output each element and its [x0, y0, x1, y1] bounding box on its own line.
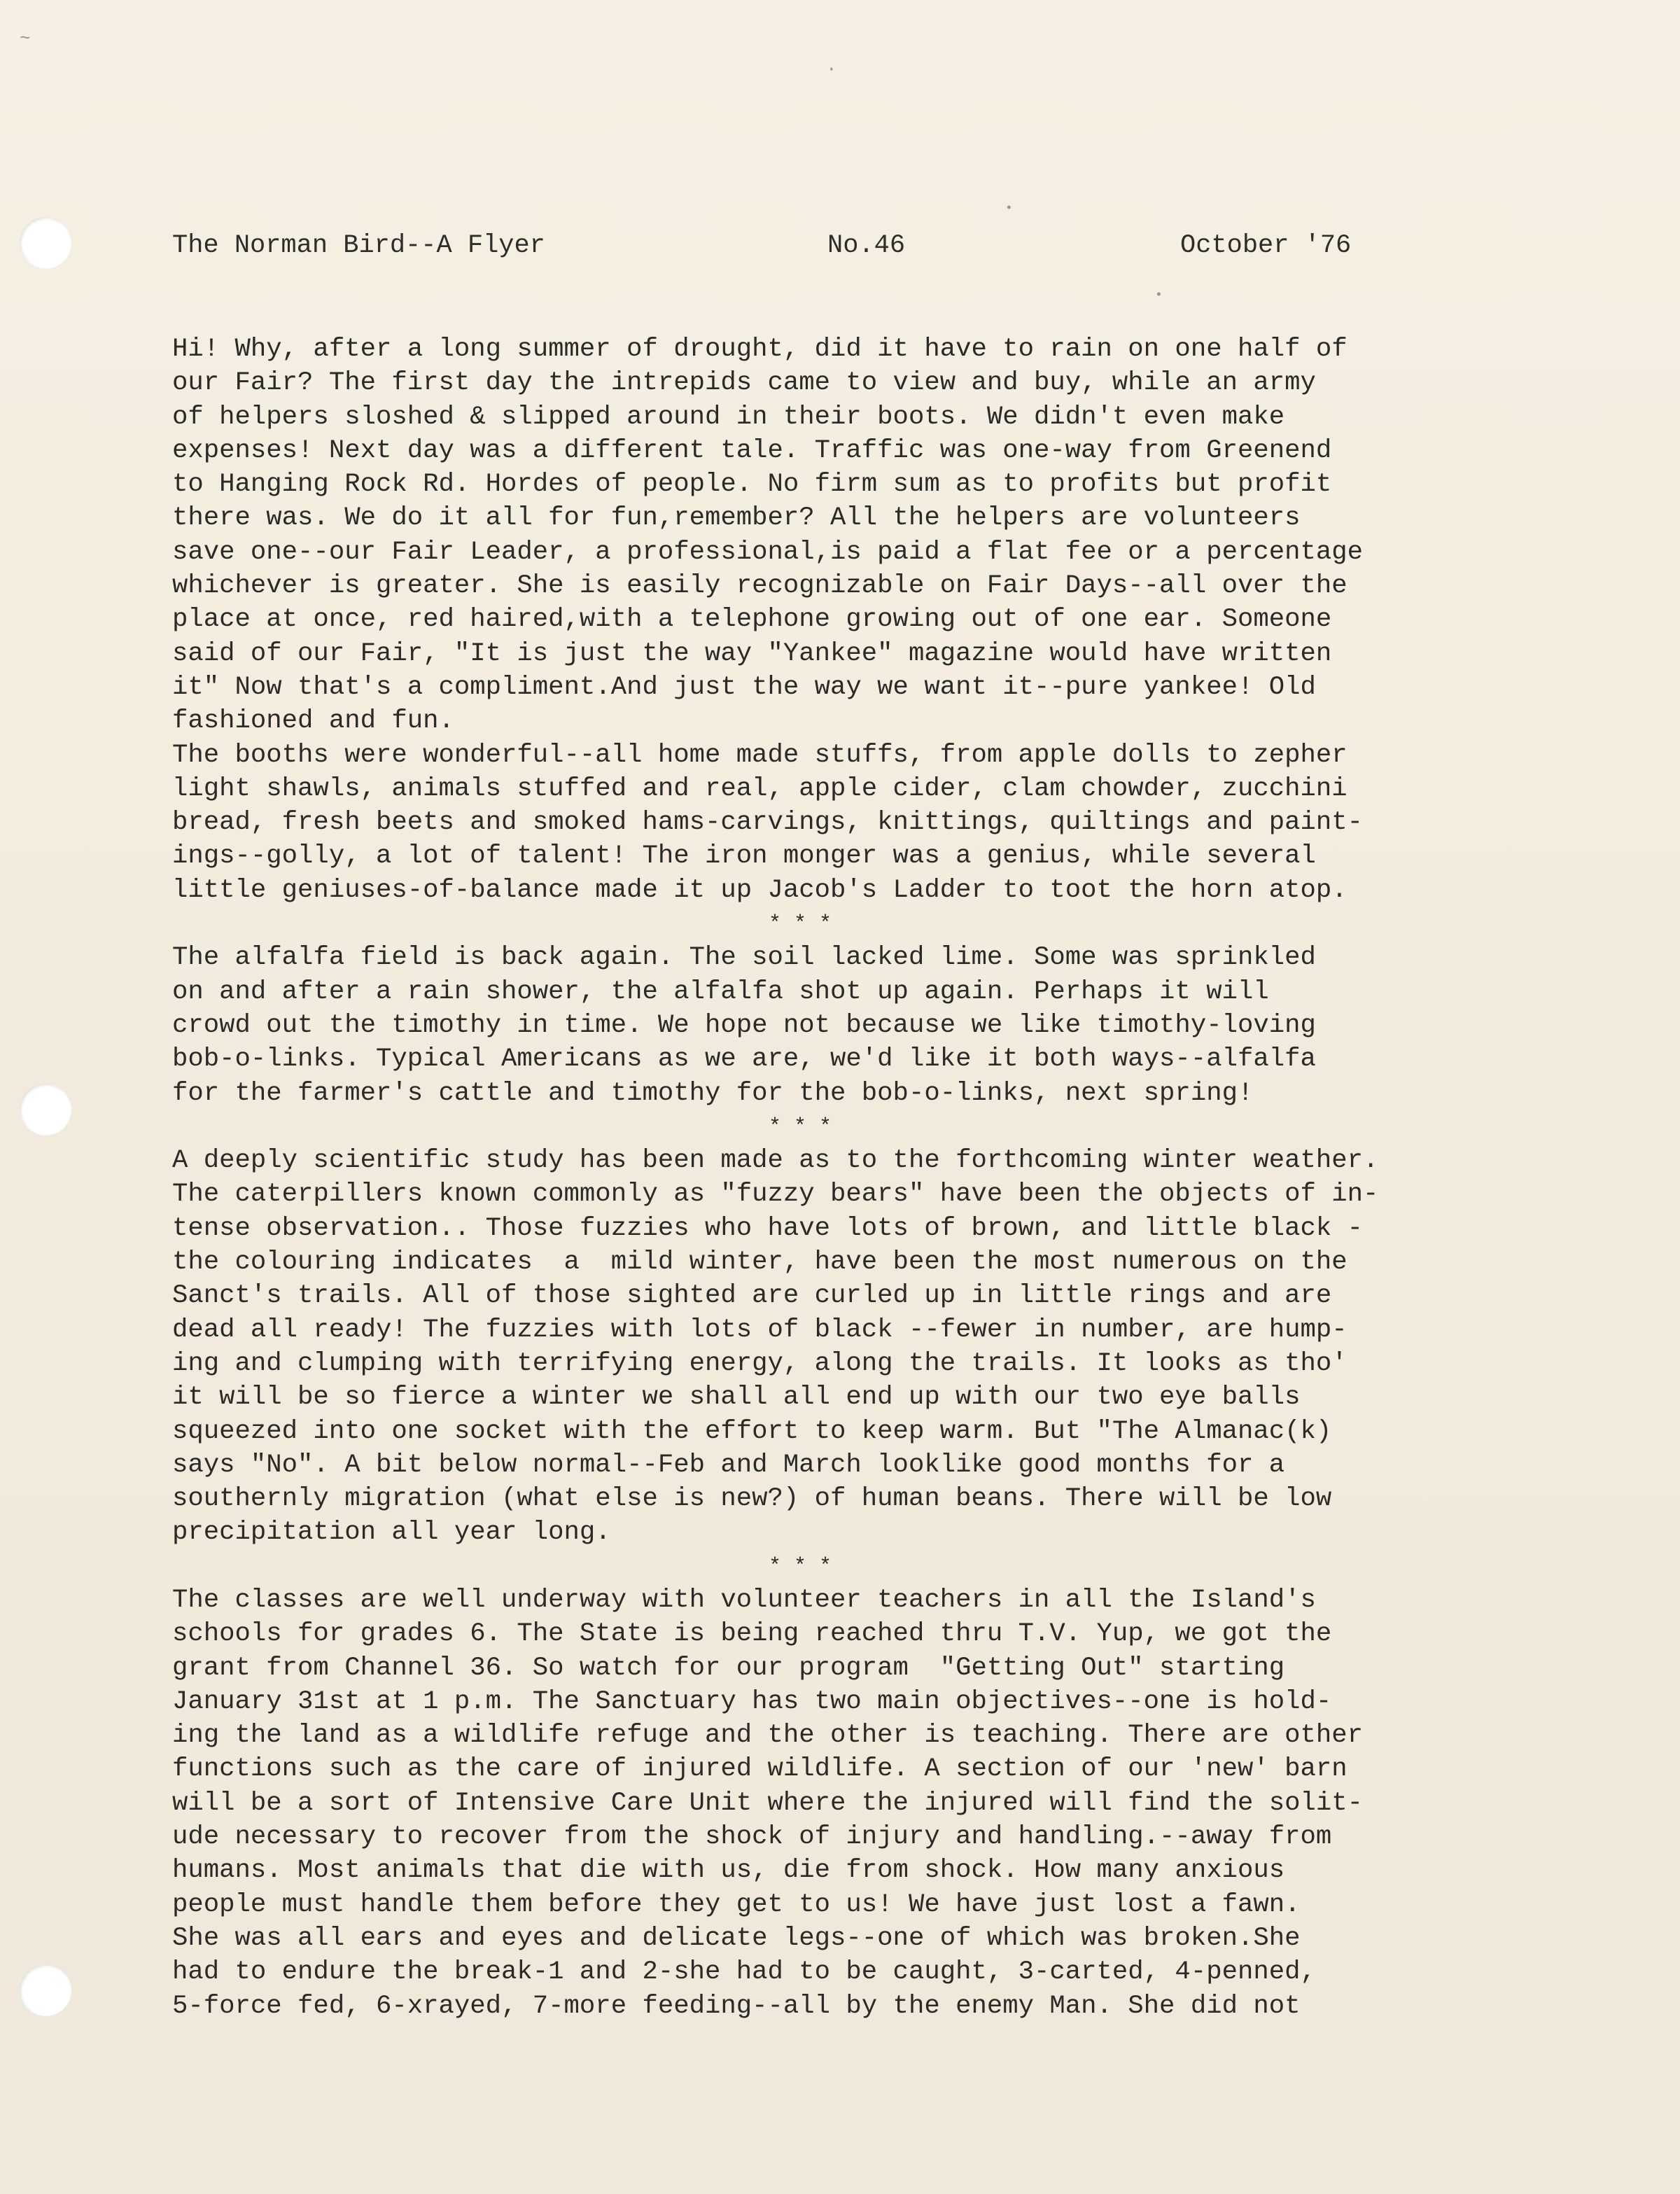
newsletter-header [172, 231, 1502, 265]
newsletter-title: The Norman Bird--A Flyer [172, 231, 545, 260]
text-line: bread, fresh beets and smoked hams-carvings, knittings, quiltings and paint- [172, 808, 1364, 838]
text-line: expenses! Next day was a different tale. Traffic was one-way from Greenend [172, 435, 1332, 466]
text-line: our Fair? The first day the intrepids came to view and buy, while an army [172, 368, 1316, 398]
text-line: there was. We do it all for fun,remember? All the helpers are volunteers [172, 503, 1301, 533]
text-line: The caterpillers known commonly as "fuzzy bears" have been the objects of in- [172, 1180, 1379, 1210]
text-line: humans. Most animals that die with us, die from shock. How many anxious [172, 1856, 1285, 1886]
ink-speck: • [1155, 288, 1163, 302]
punch-hole [20, 217, 71, 269]
text-line: it" Now that's a compliment.And just the way we want it--pure yankee! Old [172, 672, 1316, 702]
text-line: The booths were wonderful--all home made stuffs, from apple dolls to zepher [172, 740, 1348, 770]
text-line: fashioned and fun. [172, 706, 454, 736]
issue-date: October '76 [1180, 231, 1352, 260]
section-separator: * * * [769, 912, 832, 937]
text-line: says "No". A bit below normal--Feb and March looklike good months for a [172, 1450, 1285, 1480]
newsletter-body [172, 333, 1544, 2023]
text-line: crowd out the timothy in time. We hope not because we like timothy-loving [172, 1010, 1316, 1040]
punch-hole [20, 1084, 71, 1136]
text-line: will be a sort of Intensive Care Unit where the injured will find the solit- [172, 1788, 1364, 1818]
text-line: to Hanging Rock Rd. Hordes of people. No firm sum as to profits but profit [172, 470, 1332, 500]
text-line: on and after a rain shower, the alfalfa shot up again. Perhaps it will [172, 977, 1269, 1007]
text-line: for the farmer's cattle and timothy for the bob-o-links, next spring! [172, 1078, 1254, 1108]
text-line: whichever is greater. She is easily recognizable on Fair Days--all over the [172, 571, 1348, 601]
text-line: had to endure the break-1 and 2-she had to be caught, 3-carted, 4-penned, [172, 1957, 1316, 1987]
text-line: Sanct's trails. All of those sighted are curled up in little rings and are [172, 1281, 1332, 1311]
text-line: ing and clumping with terrifying energy, along the trails. It looks as tho' [172, 1348, 1348, 1378]
text-line: ing the land as a wildlife refuge and the other is teaching. There are other [172, 1721, 1364, 1751]
text-line: The classes are well underway with volunteer teachers in all the Island's [172, 1585, 1316, 1615]
text-line: Hi! Why, after a long summer of drought, did it have to rain on one half of [172, 335, 1348, 364]
text-line: it will be so fierce a winter we shall all end up with our two eye balls [172, 1383, 1301, 1413]
text-line: functions such as the care of injured wildlife. A section of our 'new' barn [172, 1754, 1348, 1784]
text-line: A deeply scientific study has been made as to the forthcoming winter weather. [172, 1146, 1379, 1176]
text-line: bob-o-links. Typical Americans as we are, we'd like it both ways--alfalfa [172, 1044, 1316, 1075]
ink-speck: · [826, 59, 837, 80]
text-line: ude necessary to recover from the shock of injury and handling.--away from [172, 1822, 1332, 1852]
text-line: January 31st at 1 p.m. The Sanctuary has two main objectives--one is hold- [172, 1686, 1332, 1717]
scribble-mark: ~ [20, 28, 31, 49]
text-line: 5-force fed, 6-xrayed, 7-more feeding--all by the enemy Man. She did not [172, 1991, 1301, 2021]
text-line: grant from Channel 36. So watch for our program "Getting Out" starting [172, 1653, 1285, 1683]
text-line: little geniuses-of-balance made it up Jacob's Ladder to toot the horn atop. [172, 875, 1348, 905]
text-line: tense observation.. Those fuzzies who have lots of brown, and little black - [172, 1213, 1364, 1243]
text-line: people must handle them before they get to us! We have just lost a fawn. [172, 1889, 1301, 1920]
text-line: dead all ready! The fuzzies with lots of black --fewer in number, are hump- [172, 1315, 1348, 1345]
text-line: ings--golly, a lot of talent! The iron monger was a genius, while several [172, 841, 1316, 872]
text-line: She was all ears and eyes and delicate legs--one of which was broken.She [172, 1923, 1301, 1953]
text-line: said of our Fair, "It is just the way "Yankee" magazine would have written [172, 638, 1332, 669]
text-line: schools for grades 6. The State is being reached thru T.V. Yup, we got the [172, 1619, 1332, 1649]
text-line: precipitation all year long. [172, 1518, 611, 1548]
text-line: of helpers sloshed & slipped around in their boots. We didn't even make [172, 402, 1285, 432]
ink-speck: • [1005, 202, 1013, 216]
text-line: place at once, red haired,with a telephone growing out of one ear. Someone [172, 605, 1332, 635]
text-line: The alfalfa field is back again. The soil lacked lime. Some was sprinkled [172, 943, 1316, 973]
text-line: southernly migration (what else is new?) of human beans. There will be low [172, 1484, 1332, 1514]
section-separator: * * * [769, 1115, 832, 1139]
text-line: squeezed into one socket with the effort to keep warm. But "The Almanac(k) [172, 1416, 1332, 1446]
issue-number: No.46 [827, 231, 906, 260]
punch-hole [20, 1964, 71, 2016]
text-line: light shawls, animals stuffed and real, apple cider, clam chowder, zucchini [172, 774, 1348, 804]
section-separator: * * * [769, 1554, 832, 1579]
text-line: save one--our Fair Leader, a professional,is paid a flat fee or a percentage [172, 537, 1364, 567]
text-line: the colouring indicates a mild winter, have been the most numerous on the [172, 1248, 1348, 1278]
